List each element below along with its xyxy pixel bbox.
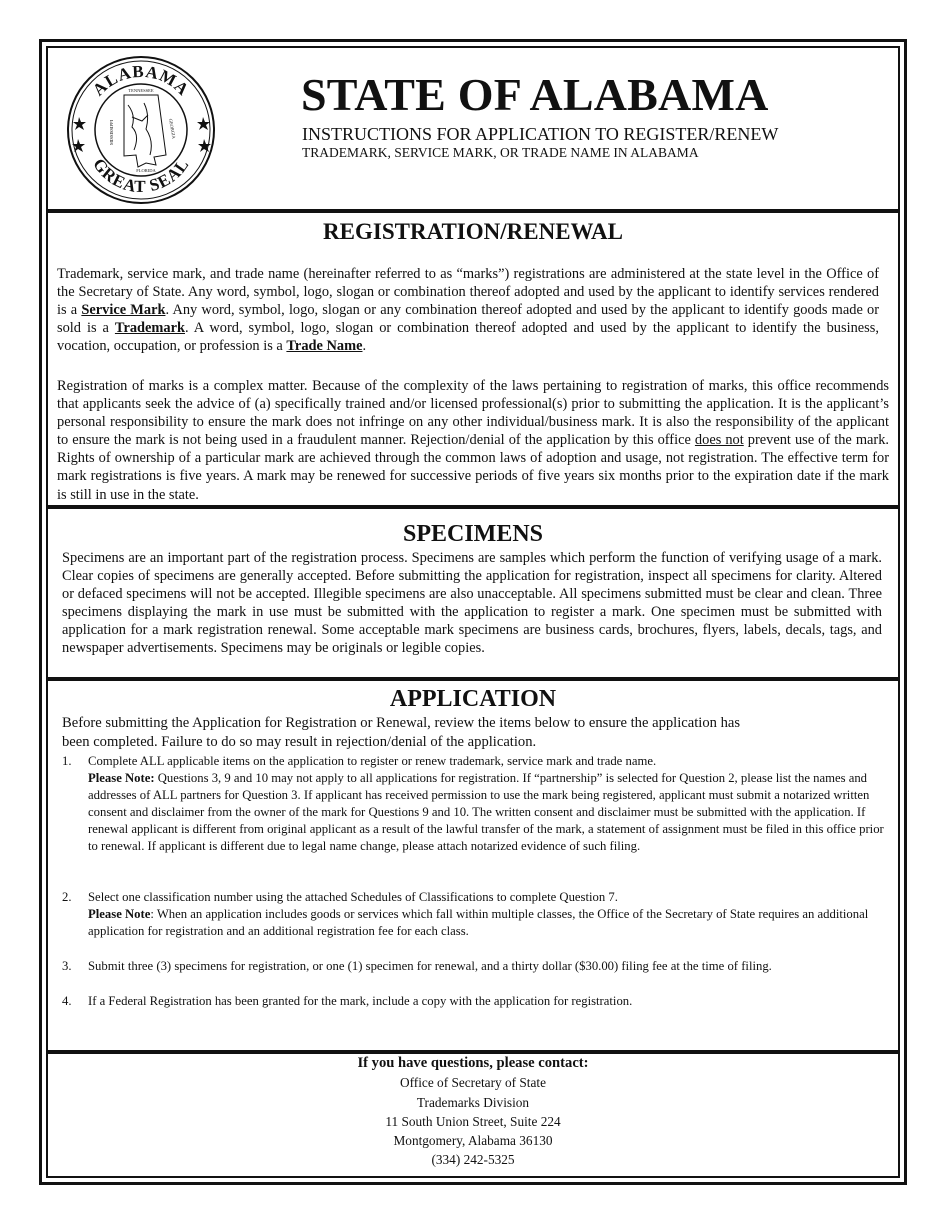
list-item: 2. Select one classification number using the attached Schedules of Classifications to complete Question 7. Please Note: When an application includes goods or services which fall within multiple classes, the Office of the Secretary of State requires an additional application for registration and an additional registration fee for each class.: [62, 890, 869, 938]
seal-label-georgia: GEORGIA: [168, 118, 177, 140]
specimens-heading: SPECIMENS: [402, 521, 544, 547]
contact-phone: (334) 242-5325: [431, 1152, 515, 1168]
list-item: 4. If a Federal Registration has been granted for the mark, include a copy with the application for registration.: [62, 994, 633, 1008]
section-divider: [48, 209, 898, 213]
service-mark-term: Service Mark: [81, 302, 166, 319]
section-divider: [48, 505, 898, 509]
application-intro: Before submitting the Application for Registration or Renewal, review the items below to ensure the application has been completed. Failure to do so may result in rejection/denial of the application.: [62, 715, 741, 750]
contact-heading: If you have questions, please contact:: [357, 1055, 589, 1071]
section-divider: [48, 677, 898, 681]
contact-division: Trademarks Division: [416, 1094, 530, 1110]
contact-street: 11 South Union Street, Suite 224: [385, 1113, 561, 1129]
seal-label-mississippi: MISSISSIPPI: [109, 119, 114, 145]
seal-stars: [72, 117, 211, 152]
specimens-paragraph: Specimens are an important part of the registration process. Specimens are samples which perform the function of verifying usage of a mark. Clear copies of specimens are generally accepted. Before submitting the application for registration, inspect all specimens for clarity. Altered or defaced specimens will not be accepted. Illegible specimens are also unacceptable. All specimens submitted must be clear and clean. Three specimens displaying the mark in use must be submitted with the application to register a mark. One specimen must be submitted with application for a mark registration renewal. Some acceptable mark specimens are business cards, brochures, flyers, labels, decals, tags, and newspaper advertisements. Specimens may be originals or legible copies.: [62, 550, 882, 657]
seal-label-florida: FLORIDA: [136, 168, 156, 173]
contact-city: Montgomery, Alabama 36130: [393, 1133, 553, 1149]
page-subtitle: INSTRUCTIONS FOR APPLICATION TO REGISTER/RENEW: [302, 124, 779, 144]
contact-block: [48, 1054, 898, 1170]
great-seal-logo: [66, 55, 216, 205]
list-item: 1. Complete ALL applicable items on the application to register or renew trademark, service mark and trade name. Please Note: Questions 3, 9 and 10 may not apply to all applications for registration. If “partnership” is selected for Question 2, please list the names and addresses of ALL partners for Question 3. If applicant has received permission to use the mark being registered, applicant must submit a notarized written consent and disclaimer from the owner of the mark for Questions 9 and 10. The written consent and disclaimer must be submitted with the application. If renewal applicant is different from original applicant as a result of the lawful transfer of the mark, a statement of assignment must be filed in this office prior to renewal. If applicant is different due to legal name change, please attach notarized evidence of such filing.: [62, 754, 884, 853]
registration-paragraph-1: Trademark, service mark, and trade name (hereinafter referred to as “marks”) registrations are administered at the state level in the Office of the Secretary of State. Any word, symbol, logo, slogan or combination thereof adopted and used by the applicant to identify services rendered is a Service Mark. Any word, symbol, logo, slogan or any combination thereof adopted and used by the applicant to identify goods made or sold is a Trademark. A word, symbol, logo, slogan or combination thereof adopted and used by the applicant to identify the business, vocation, occupation, or profession is a Trade Name.: [57, 266, 879, 355]
trademark-term: Trademark: [114, 320, 185, 337]
page-title: STATE OF ALABAMA: [301, 69, 769, 120]
page-subtitle-secondary: TRADEMARK, SERVICE MARK, OR TRADE NAME IN ALABAMA: [302, 145, 699, 160]
contact-office: Office of Secretary of State: [400, 1075, 546, 1091]
seal-label-tennessee: TENNESSEE: [128, 88, 154, 93]
trade-name-term: Trade Name: [286, 338, 363, 355]
seal-top-text: ALABAMA: [88, 61, 194, 100]
application-heading: APPLICATION: [389, 686, 557, 712]
list-item: 3. Submit three (3) specimens for registration, or one (1) specimen for renewal, and a thirty dollar ($30.00) filing fee at the time of filing.: [62, 959, 772, 973]
seal-bottom-text: GREAT SEAL: [89, 154, 193, 197]
registration-paragraph-2: Registration of marks is a complex matter. Because of the complexity of the laws pertaining to registration of marks, this office recommends that applicants seek the advice of (a) specifically trained and/or licensed professional(s) prior to submitting the application. It is the applicant’s personal responsibility to ensure the mark does not infringe on any other individual/business mark. It is also the responsibility of the applicant to ensure the mark is not being used in a fraudulent manner. Rejection/denial of the application by this office does not prevent use of the mark. Rights of ownership of a particular mark are achieved through the common laws of adoption and usage, not registration. The effective term for mark registrations is five years. A mark may be renewed for successive periods of five years six months prior to the expiration date if the mark is still in use in the state.: [57, 378, 889, 503]
registration-heading: REGISTRATION/RENEWAL: [323, 219, 623, 244]
seal-map: [124, 95, 166, 167]
